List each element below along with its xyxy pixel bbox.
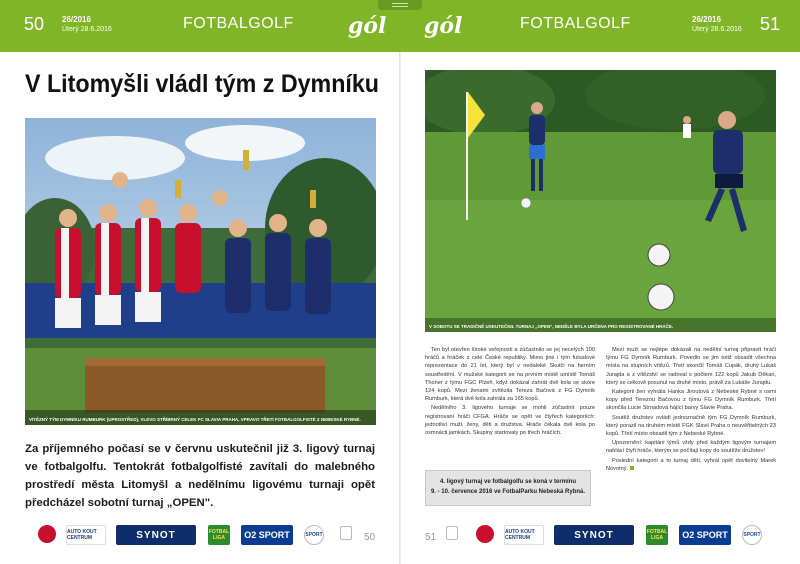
right-section-title: FOTBALGOLF [520,15,631,32]
sponsor-sport-badge: SPORT [304,525,324,545]
paragraph: Mezi muži se nejlépe dokázali na nedělní turnaj připravit hráči týmu FG Dymník Rumburk. Povedlo se jim totiž obsadit všechna místa na stupních vítězů. Třetí skončil Tomáš Cupák, druhý Lukáš Jurajda a z vítězství se radoval s počtem 122 kopů Jakub Děkan, který se celkově posunul na druhé místo, právě za Lukáše Jurajdu. [606,347,776,386]
right-date: Úterý 28.6.2016 [692,26,742,33]
sponsor-auto-kout: AUTO KOUT CENTRUM [66,525,106,545]
right-issue: 26/2016 [692,15,721,24]
paragraph [606,457,776,473]
sponsor-fotbal-liga: FOTBAL LIGA [208,525,230,545]
paragraph: Upozornění: kapitáni týmů vždy před každým ligovým turnajem nahlásí čtyři hráče, kterým se počítají kopy do soutěže družstev! [606,440,776,455]
sponsor-o2-sport: O2 SPORT [241,525,293,545]
paragraph: Ten byl otevřen široké veřejnosti a zúčastnilo se jej necelých 100 hráčů a hráček z celé České republiky. Mimo jiné i tým futsalové reprezentace do 21 let, který byl v nedaleké Skutči na herním soustředění. V mužské kategorii se na prvním místě umístil Tomáš Thoner z týmu FGC Plzeň, když dokázal zahrát dvě kola se skóre 124 kopů. Mezi ženami zvítězila Tereza Bačová z FG Dymník Rumburk, která dvě kola zahrála za 165 kopů. [425,347,595,403]
info-box-line-1: 4. ligový turnaj ve fotbalgolfu se koná v termínu [439,479,577,485]
field-photo-caption: V SOBOTU SE TRADIČNĚ USKUTEČNIL TURNAJ „OPEN", NEDĚLE BYLA URČENA PRO REGISTROVANÉ HRÁČE. [429,324,674,329]
sponsor-sport-badge: SPORT [742,525,762,545]
info-box-line-2: 9. - 10. července 2016 ve FotbalParku Nebeská Rybná. [430,489,586,495]
text-column-1 [425,346,595,438]
right-page-number: 51 [760,14,781,34]
left-section-title: FOTBALGOLF [183,15,294,32]
right-magazine-logo: gól [424,13,463,39]
team-photo-illustration [25,118,376,425]
field-photo [425,70,776,332]
team-photo [25,118,376,425]
page-icon [446,526,458,540]
sponsor-synot: SYNOT [554,525,634,545]
end-mark-icon [630,466,634,470]
paragraph: Kategorii žen vyhrála Hanka Jiroutová z Nebeské Rybné s osmi kopy před Terezou Bačovou z týmu FG Dymník Rumburk. Třetí skončila Lucie Strnadová hájící barvy Slavie Praha. [606,389,776,412]
sponsor-o2-sport: O2 SPORT [679,525,731,545]
field-photo-illustration [425,70,776,332]
sponsor-fotbal-liga: FOTBAL LIGA [646,525,668,545]
page-spine [399,52,401,564]
paragraph: Soutěž družstev ovládl jednoznačně tým FG Dymník Rumburk, který porazil na druhém místě FGK Slavii Praha o neuvěřitelných 23 kopů. Třetí místo obsadil tým z Nebeské Rybné. [606,414,776,438]
right-issue-info [692,15,742,34]
team-photo-caption: VÍTĚZNÝ TÝM DYMNÍKU RUMBURK (UPROSTŘED), VLEVO STŘÍBRNÝ CELEK FC SLAVIA PRAHA, VPRAVO TŘETÍ FOTBALGOLFISTÉ Z NEBESKÉ RYBNÉ. [29,417,361,422]
sponsor-synot: SYNOT [116,525,196,545]
article-title: V Litomyšli vládl tým z Dymníku [25,70,380,98]
paragraph: Nedělního 3. ligového turnaje se mohli zúčastnit pouze registrovaní hráči CFGA. Hráče se opět ve čtyřech kategoriích: jednotliví muži, ženy, děti a družstva. Hráče čekala dvě kola po osmnácti jamkách. Skupiny startovaly po třech hráčích. [425,405,595,437]
article-lead: Za příjemného počasí se v červnu uskutečnil již 3. ligový turnaj ve fotbalgolfu. Tentokrát fotbalgolfisté zavítali do malebného prostředí města Litomyšl a nedělnímu ligovému turnaji opět předcházel sobotní turnaj „OPEN". [25,443,375,509]
left-issue: 26/2016 [62,15,91,24]
crest-logo [476,525,494,543]
page-tab[interactable] [378,0,422,10]
next-tournament-box [425,470,591,506]
footer-page-number-left: 50 [364,532,376,543]
page-icon [340,526,352,540]
paragraph-text: Poslední kategorii a to turnaj dětí, vyhrál opět dovitelný Marek Novotný. [606,457,776,472]
crest-logo [38,525,56,543]
left-page-number: 50 [24,14,45,34]
header-bar [0,0,800,52]
sponsor-auto-kout: AUTO KOUT CENTRUM [504,525,544,545]
text-column-2 [606,346,776,474]
footer-page-number-right: 51 [425,532,437,543]
left-issue-info [62,15,112,34]
left-date: Úterý 28.6.2016 [62,26,112,33]
left-magazine-logo: gól [348,13,387,39]
